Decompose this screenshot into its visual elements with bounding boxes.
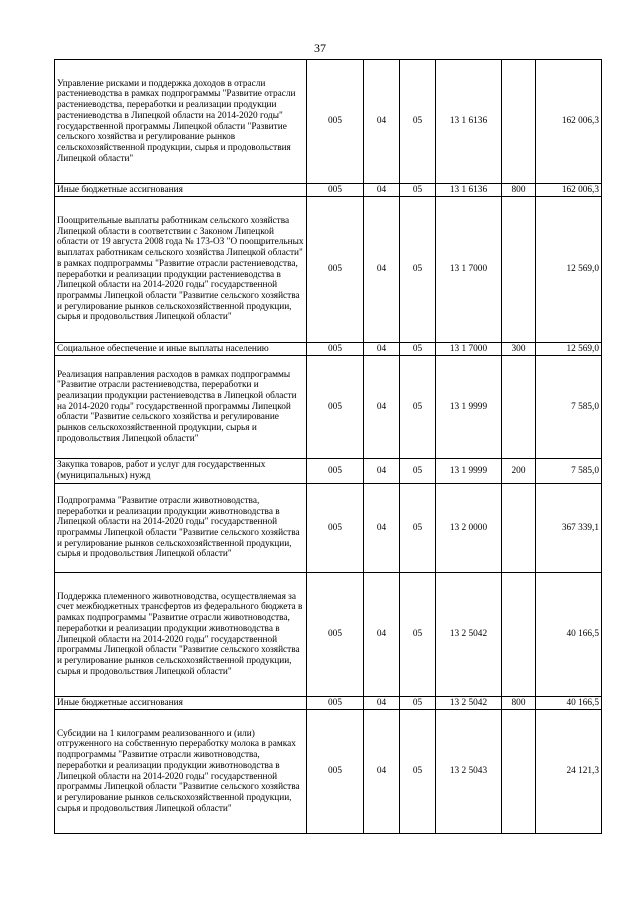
expense-type-cell: 300: [502, 343, 536, 356]
table-row: [55, 60, 602, 184]
table-row: [55, 459, 602, 484]
expense-type-cell: 800: [502, 184, 536, 197]
row-name-cell: Иные бюджетные ассигнования: [55, 697, 307, 710]
row-name-cell: Подпрограмма "Развитие отрасли животноводства, переработки и реализации продукции животноводства в Липецкой области на 2014-2020 годы" государственной программы Липецкой области "Развитие сельского хозяйства и регулирование рынков сельскохозяйственной продукции, сырья и продовольствия Липецкой области": [55, 484, 307, 573]
expense-type-cell: [502, 710, 536, 834]
table-row: [55, 573, 602, 697]
row-name-cell: Управление рисками и поддержка доходов в отрасли растениеводства в рамках подпрограммы "Развитие отрасли растениеводства, переработки и реализации продукции растениеводства в Липецкой области на 2014-2020 годы" государственной программы Липецкой области "Развитие сельского хозяйства и регулирование рынков сельскохозяйственной продукции, сырья и продовольствия Липецкой области": [55, 60, 307, 184]
amount-cell: 162 006,3: [536, 60, 602, 184]
section-code-cell: 04: [364, 484, 400, 573]
row-name-cell: Закупка товаров, работ и услуг для государственных (муниципальных) нужд: [55, 459, 307, 484]
target-article-cell: 13 2 5043: [436, 710, 502, 834]
table-row: [55, 710, 602, 834]
expense-type-cell: 800: [502, 697, 536, 710]
row-name-cell: Иные бюджетные ассигнования: [55, 184, 307, 197]
expense-type-cell: [502, 356, 536, 459]
ministry-code-cell: 005: [307, 343, 364, 356]
row-name-cell: Социальное обеспечение и иные выплаты населению: [55, 343, 307, 356]
section-code-cell: 04: [364, 459, 400, 484]
target-article-cell: 13 1 7000: [436, 197, 502, 343]
amount-cell: 24 121,3: [536, 710, 602, 834]
target-article-cell: 13 1 9999: [436, 459, 502, 484]
subsection-code-cell: 05: [400, 697, 436, 710]
subsection-code-cell: 05: [400, 343, 436, 356]
section-code-cell: 04: [364, 60, 400, 184]
table-row: [55, 184, 602, 197]
amount-cell: 7 585,0: [536, 356, 602, 459]
budget-table: [54, 59, 602, 834]
amount-cell: 40 166,5: [536, 697, 602, 710]
subsection-code-cell: 05: [400, 197, 436, 343]
expense-type-cell: 200: [502, 459, 536, 484]
section-code-cell: 04: [364, 356, 400, 459]
section-code-cell: 04: [364, 697, 400, 710]
ministry-code-cell: 005: [307, 484, 364, 573]
ministry-code-cell: 005: [307, 356, 364, 459]
subsection-code-cell: 05: [400, 710, 436, 834]
ministry-code-cell: 005: [307, 459, 364, 484]
subsection-code-cell: 05: [400, 484, 436, 573]
ministry-code-cell: 005: [307, 184, 364, 197]
target-article-cell: 13 2 0000: [436, 484, 502, 573]
subsection-code-cell: 05: [400, 184, 436, 197]
table-row: [55, 697, 602, 710]
amount-cell: 12 569,0: [536, 197, 602, 343]
ministry-code-cell: 005: [307, 697, 364, 710]
target-article-cell: 13 2 5042: [436, 697, 502, 710]
subsection-code-cell: 05: [400, 356, 436, 459]
ministry-code-cell: 005: [307, 710, 364, 834]
amount-cell: 367 339,1: [536, 484, 602, 573]
section-code-cell: 04: [364, 710, 400, 834]
subsection-code-cell: 05: [400, 60, 436, 184]
amount-cell: 40 166,5: [536, 573, 602, 697]
target-article-cell: 13 1 9999: [436, 356, 502, 459]
section-code-cell: 04: [364, 343, 400, 356]
subsection-code-cell: 05: [400, 573, 436, 697]
row-name-cell: Поощрительные выплаты работникам сельского хозяйства Липецкой области в соответствии с Законом Липецкой области от 19 августа 2008 года № 173-ОЗ "О поощрительных выплатах работникам сельского хозяйства Липецкой области" в рамках подпрограммы "Развитие отрасли растениеводства, переработки и реализации продукции растениеводства в Липецкой области на 2014-2020 годы" государственной программы Липецкой области "Развитие сельского хозяйства и регулирование рынков сельскохозяйственной продукции, сырья и продовольствия Липецкой области": [55, 197, 307, 343]
section-code-cell: 04: [364, 197, 400, 343]
expense-type-cell: [502, 573, 536, 697]
table-row: [55, 197, 602, 343]
amount-cell: 162 006,3: [536, 184, 602, 197]
section-code-cell: 04: [364, 184, 400, 197]
target-article-cell: 13 1 7000: [436, 343, 502, 356]
target-article-cell: 13 1 6136: [436, 184, 502, 197]
row-name-cell: Субсидии на 1 килограмм реализованного и (или) отгруженного на собственную переработку молока в рамках подпрограммы "Развитие отрасли животноводства, переработки и реализации продукции животноводства в Липецкой области на 2014-2020 годы" государственной программы Липецкой области "Развитие сельского хозяйства и регулирование рынков сельскохозяйственной продукции, сырья и продовольствия Липецкой области": [55, 710, 307, 834]
expense-type-cell: [502, 484, 536, 573]
ministry-code-cell: 005: [307, 573, 364, 697]
table-row: [55, 356, 602, 459]
amount-cell: 7 585,0: [536, 459, 602, 484]
table-row: [55, 484, 602, 573]
expense-type-cell: [502, 197, 536, 343]
ministry-code-cell: 005: [307, 197, 364, 343]
subsection-code-cell: 05: [400, 459, 436, 484]
target-article-cell: 13 2 5042: [436, 573, 502, 697]
table-row: [55, 343, 602, 356]
row-name-cell: Реализация направления расходов в рамках подпрограммы "Развитие отрасли растениеводства, переработки и реализации продукции растениеводства в Липецкой области на 2014-2020 годы" государственной программы Липецкой области "Развитие сельского хозяйства и регулирование рынков сельскохозяйственной продукции, сырья и продовольствия Липецкой области": [55, 356, 307, 459]
page-number: 37: [314, 41, 326, 55]
row-name-cell: Поддержка племенного животноводства, осуществляемая за счет межбюджетных трансфертов из федерального бюджета в рамках подпрограммы "Развитие отрасли животноводства, переработки и реализации продукции животноводства в Липецкой области на 2014-2020 годы" государственной программы Липецкой области "Развитие сельского хозяйства и регулирование рынков сельскохозяйственной продукции, сырья и продовольствия Липецкой области": [55, 573, 307, 697]
expense-type-cell: [502, 60, 536, 184]
target-article-cell: 13 1 6136: [436, 60, 502, 184]
ministry-code-cell: 005: [307, 60, 364, 184]
section-code-cell: 04: [364, 573, 400, 697]
amount-cell: 12 569,0: [536, 343, 602, 356]
